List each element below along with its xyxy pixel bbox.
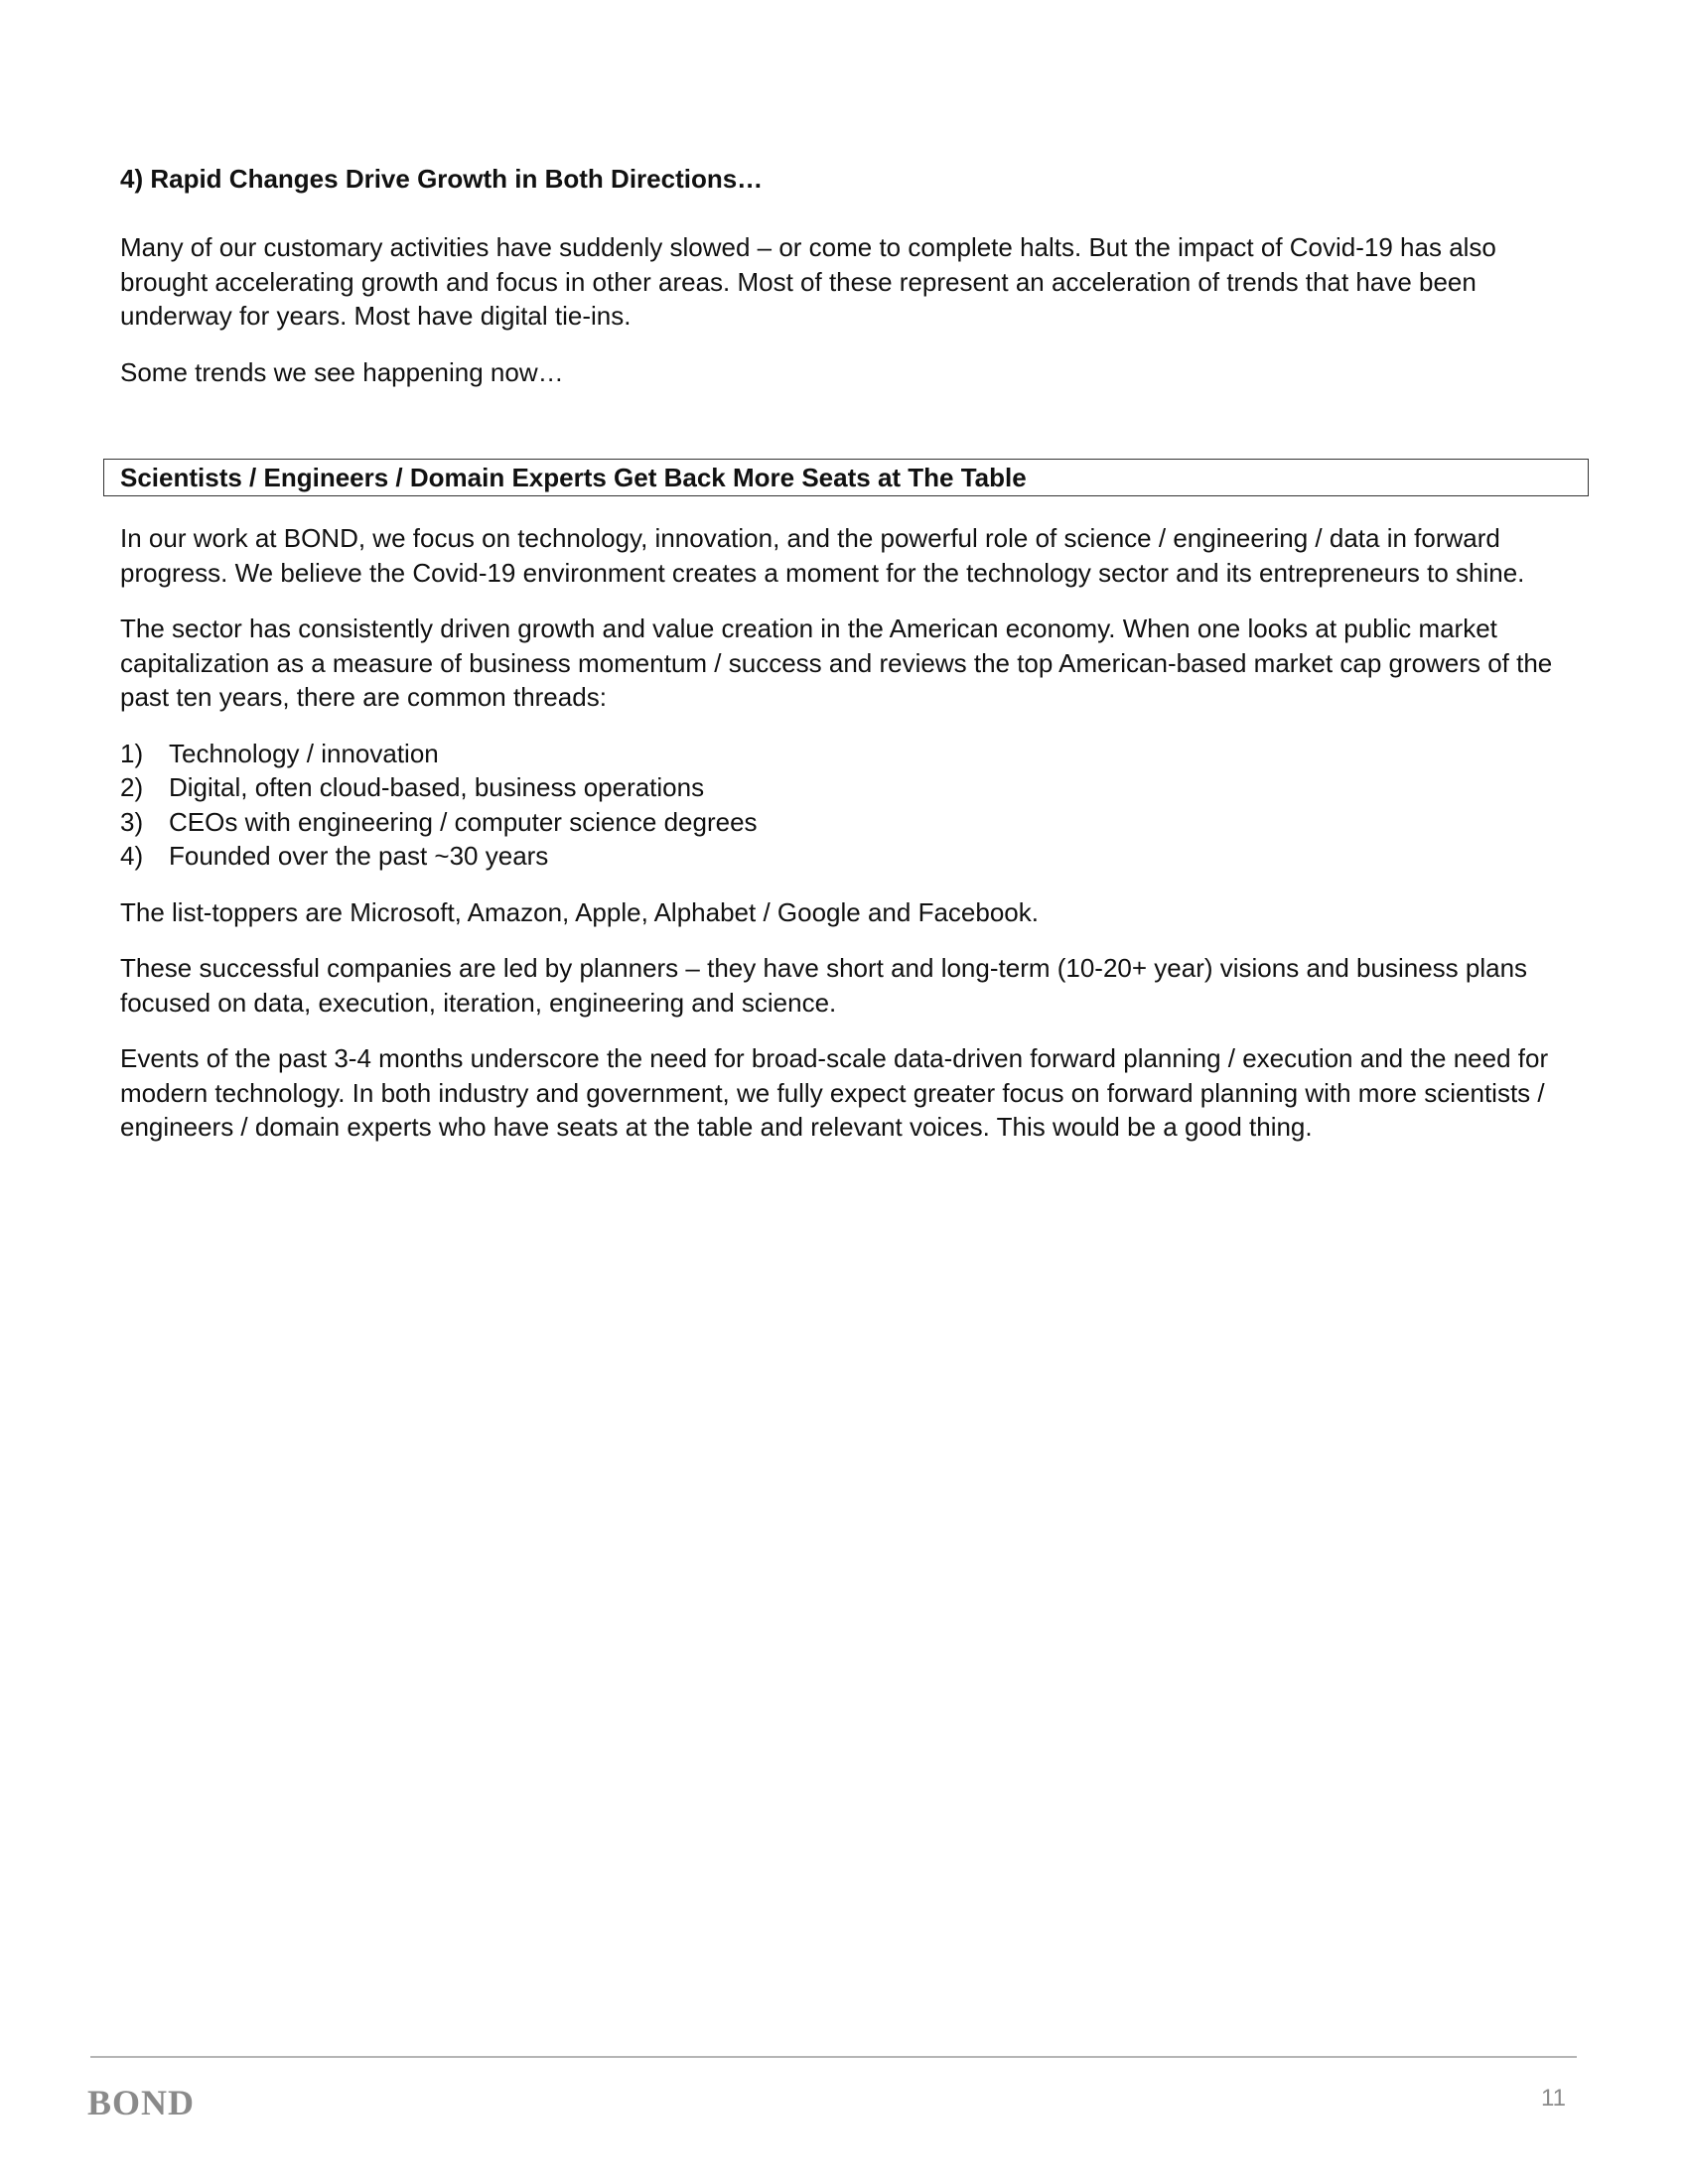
- subsection-heading-box: [103, 459, 1589, 496]
- common-threads-list: [120, 737, 1590, 874]
- page-number: 11: [1541, 2085, 1566, 2112]
- body-paragraph: In our work at BOND, we focus on technology, innovation, and the powerful role of science / engineering / data in forward progress. We believe the Covid-19 environment creates a moment for the technology sector and its entrepreneurs to shine.: [120, 523, 1525, 588]
- section-title: 4) Rapid Changes Drive Growth in Both Directions…: [120, 164, 764, 194]
- list-item-number: 3): [120, 806, 144, 837]
- list-item-text: Founded over the past ~30 years: [169, 841, 549, 871]
- body-paragraph: These successful companies are led by planners – they have short and long-term (10-20+ year) visions and business plans focused on data, execution, iteration, engineering and science.: [120, 953, 1528, 1018]
- list-item: [120, 770, 1590, 805]
- intro-paragraph: Some trends we see happening now…: [120, 356, 564, 387]
- body-paragraph: The sector has consistently driven growth and value creation in the American economy. When one looks at public market capitalization as a measure of business momentum / success and reviews the top American-based market cap growers of the past ten years, there are common threads:: [120, 614, 1553, 712]
- section-intro: [120, 230, 1580, 411]
- list-item-number: 4): [120, 841, 144, 871]
- body-paragraph: Events of the past 3-4 months underscore the need for broad-scale data-driven forward planning / execution and the need for modern technology. In both industry and government, we fully expect greater focus on forward planning with more scientists / engineers / domain experts who have seats at the table and relevant voices. This would be a good thing.: [120, 1043, 1549, 1142]
- list-item-number: 1): [120, 738, 144, 768]
- bond-logo: BOND: [87, 2083, 196, 2122]
- list-item: [120, 839, 1590, 874]
- list-item: [120, 805, 1590, 840]
- body-paragraph: The list-toppers are Microsoft, Amazon, Apple, Alphabet / Google and Facebook.: [120, 896, 1039, 927]
- list-item-text: CEOs with engineering / computer science degrees: [169, 806, 758, 837]
- subsection-body: [120, 521, 1590, 1166]
- list-item-text: Technology / innovation: [169, 738, 439, 768]
- list-item-text: Digital, often cloud-based, business operations: [169, 772, 705, 802]
- list-item: [120, 737, 1590, 771]
- subsection-heading: Scientists / Engineers / Domain Experts Get Back More Seats at The Table: [120, 463, 1027, 492]
- footer-divider: [90, 2056, 1577, 2058]
- intro-paragraph: Many of our customary activities have suddenly slowed – or come to complete halts. But the impact of Covid-19 has also brought accelerating growth and focus in other areas. Most of these represent an acceleration of trends that have been underway for years. Most have digital tie-ins.: [120, 232, 1496, 331]
- list-item-number: 2): [120, 772, 144, 802]
